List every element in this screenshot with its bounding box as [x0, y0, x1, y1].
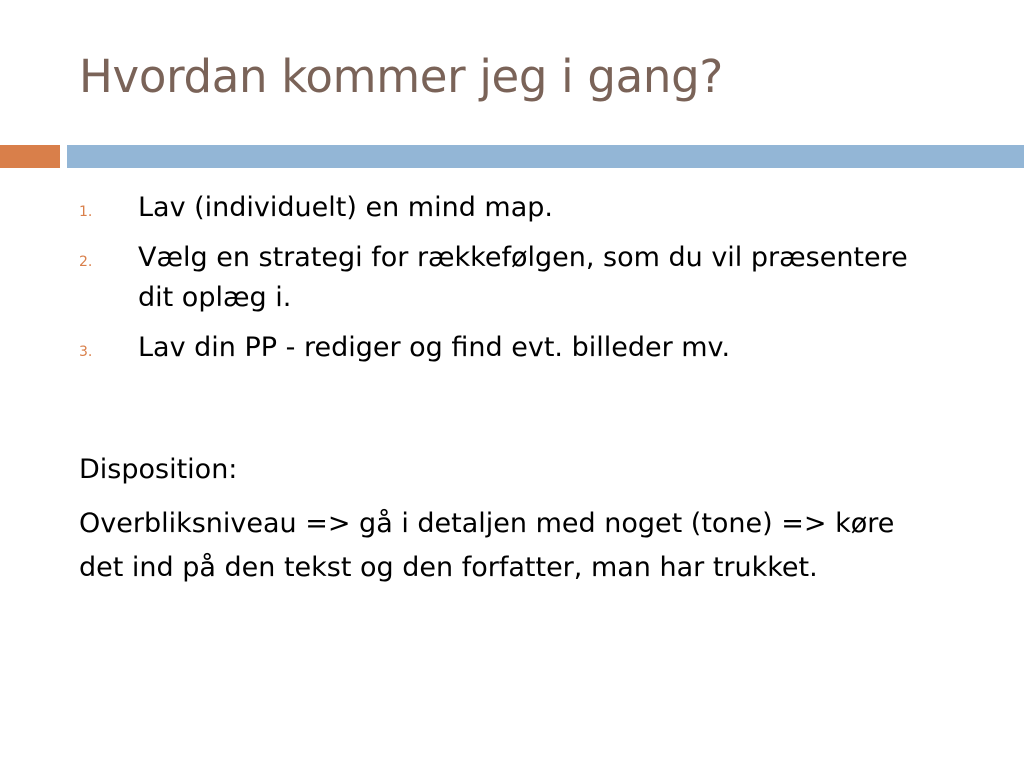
list-item-text: Lav (individuelt) en mind map.	[138, 192, 553, 223]
list-item	[79, 238, 979, 318]
disposition-text: Overbliksniveau => gå i detaljen med noget (tone) => køre det ind på den tekst og den forfatter, man har trukket.	[79, 508, 895, 583]
disposition-label: Disposition:	[79, 454, 238, 485]
list-item	[79, 188, 979, 228]
accent-bar-blue	[67, 145, 1024, 168]
accent-bar-orange	[0, 145, 60, 168]
slide-title: Hvordan kommer jeg i gang?	[79, 50, 723, 103]
steps-list	[79, 188, 979, 378]
list-item-number: 2.	[79, 254, 93, 270]
list-item-text: Vælg en strategi for rækkefølgen, som du vil præsentere dit oplæg i.	[138, 242, 908, 313]
list-item-number: 1.	[79, 204, 93, 220]
list-item-number: 3.	[79, 344, 93, 360]
list-item-text: Lav din PP - rediger og find evt. billeder mv.	[138, 332, 731, 363]
list-item	[79, 328, 979, 368]
